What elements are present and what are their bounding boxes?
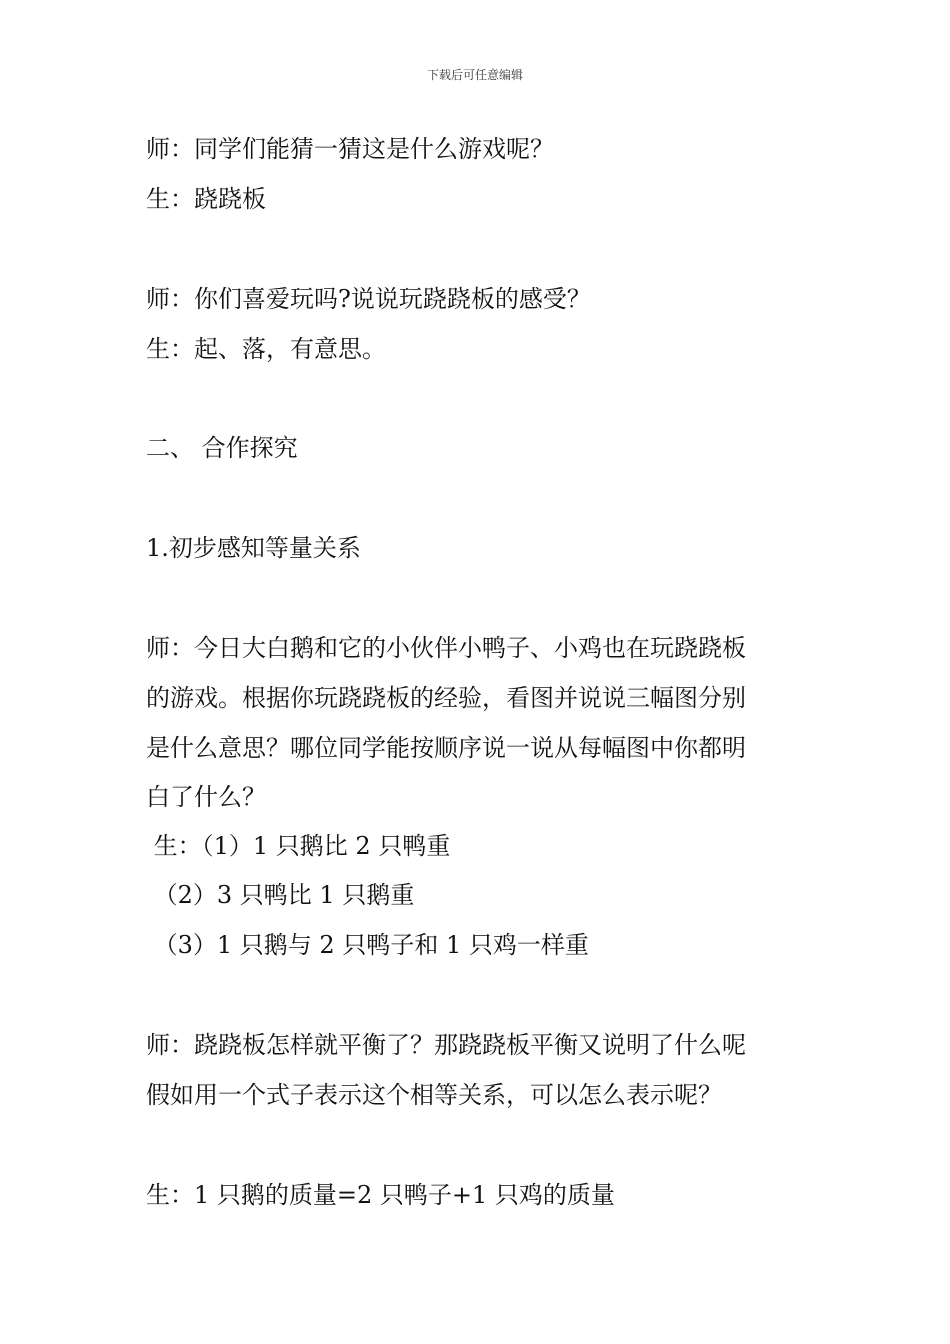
answer-line: 生：（1）1 只鹅比 2 只鸭重 [146,832,451,860]
paragraph-line: 是什么意思？哪位同学能按顺序说一说从每幅图中你都明 [146,734,746,762]
paragraph-line: 假如用一个式子表示这个相等关系，可以怎么表示呢？ [146,1081,722,1109]
paragraph-line: 白了什么？ [146,783,266,811]
paragraph-line: 师：跷跷板怎样就平衡了？那跷跷板平衡又说明了什么呢 [146,1031,746,1059]
page-header: 下载后可任意编辑 [426,68,523,82]
subsection-heading: 1.初步感知等量关系 [146,534,361,562]
answer-line: （2）3 只鸭比 1 只鹅重 [146,881,415,909]
dialogue-line: 生：跷跷板 [146,185,266,213]
paragraph-line: 的游戏。根据你玩跷跷板的经验，看图并说说三幅图分别 [146,684,746,712]
dialogue-line: 生：起、落，有意思。 [146,335,386,363]
dialogue-line: 师：同学们能猜一猜这是什么游戏呢？ [146,135,554,163]
dialogue-line: 生：1 只鹅的质量=2 只鸭子+1 只鸡的质量 [146,1181,615,1209]
answer-line: （3）1 只鹅与 2 只鸭子和 1 只鸡一样重 [146,931,589,959]
dialogue-line: 师：你们喜爱玩吗?说说玩跷跷板的感受？ [146,285,591,313]
paragraph-line: 师：今日大白鹅和它的小伙伴小鸭子、小鸡也在玩跷跷板 [146,634,746,662]
section-heading: 二、 合作探究 [146,434,298,462]
